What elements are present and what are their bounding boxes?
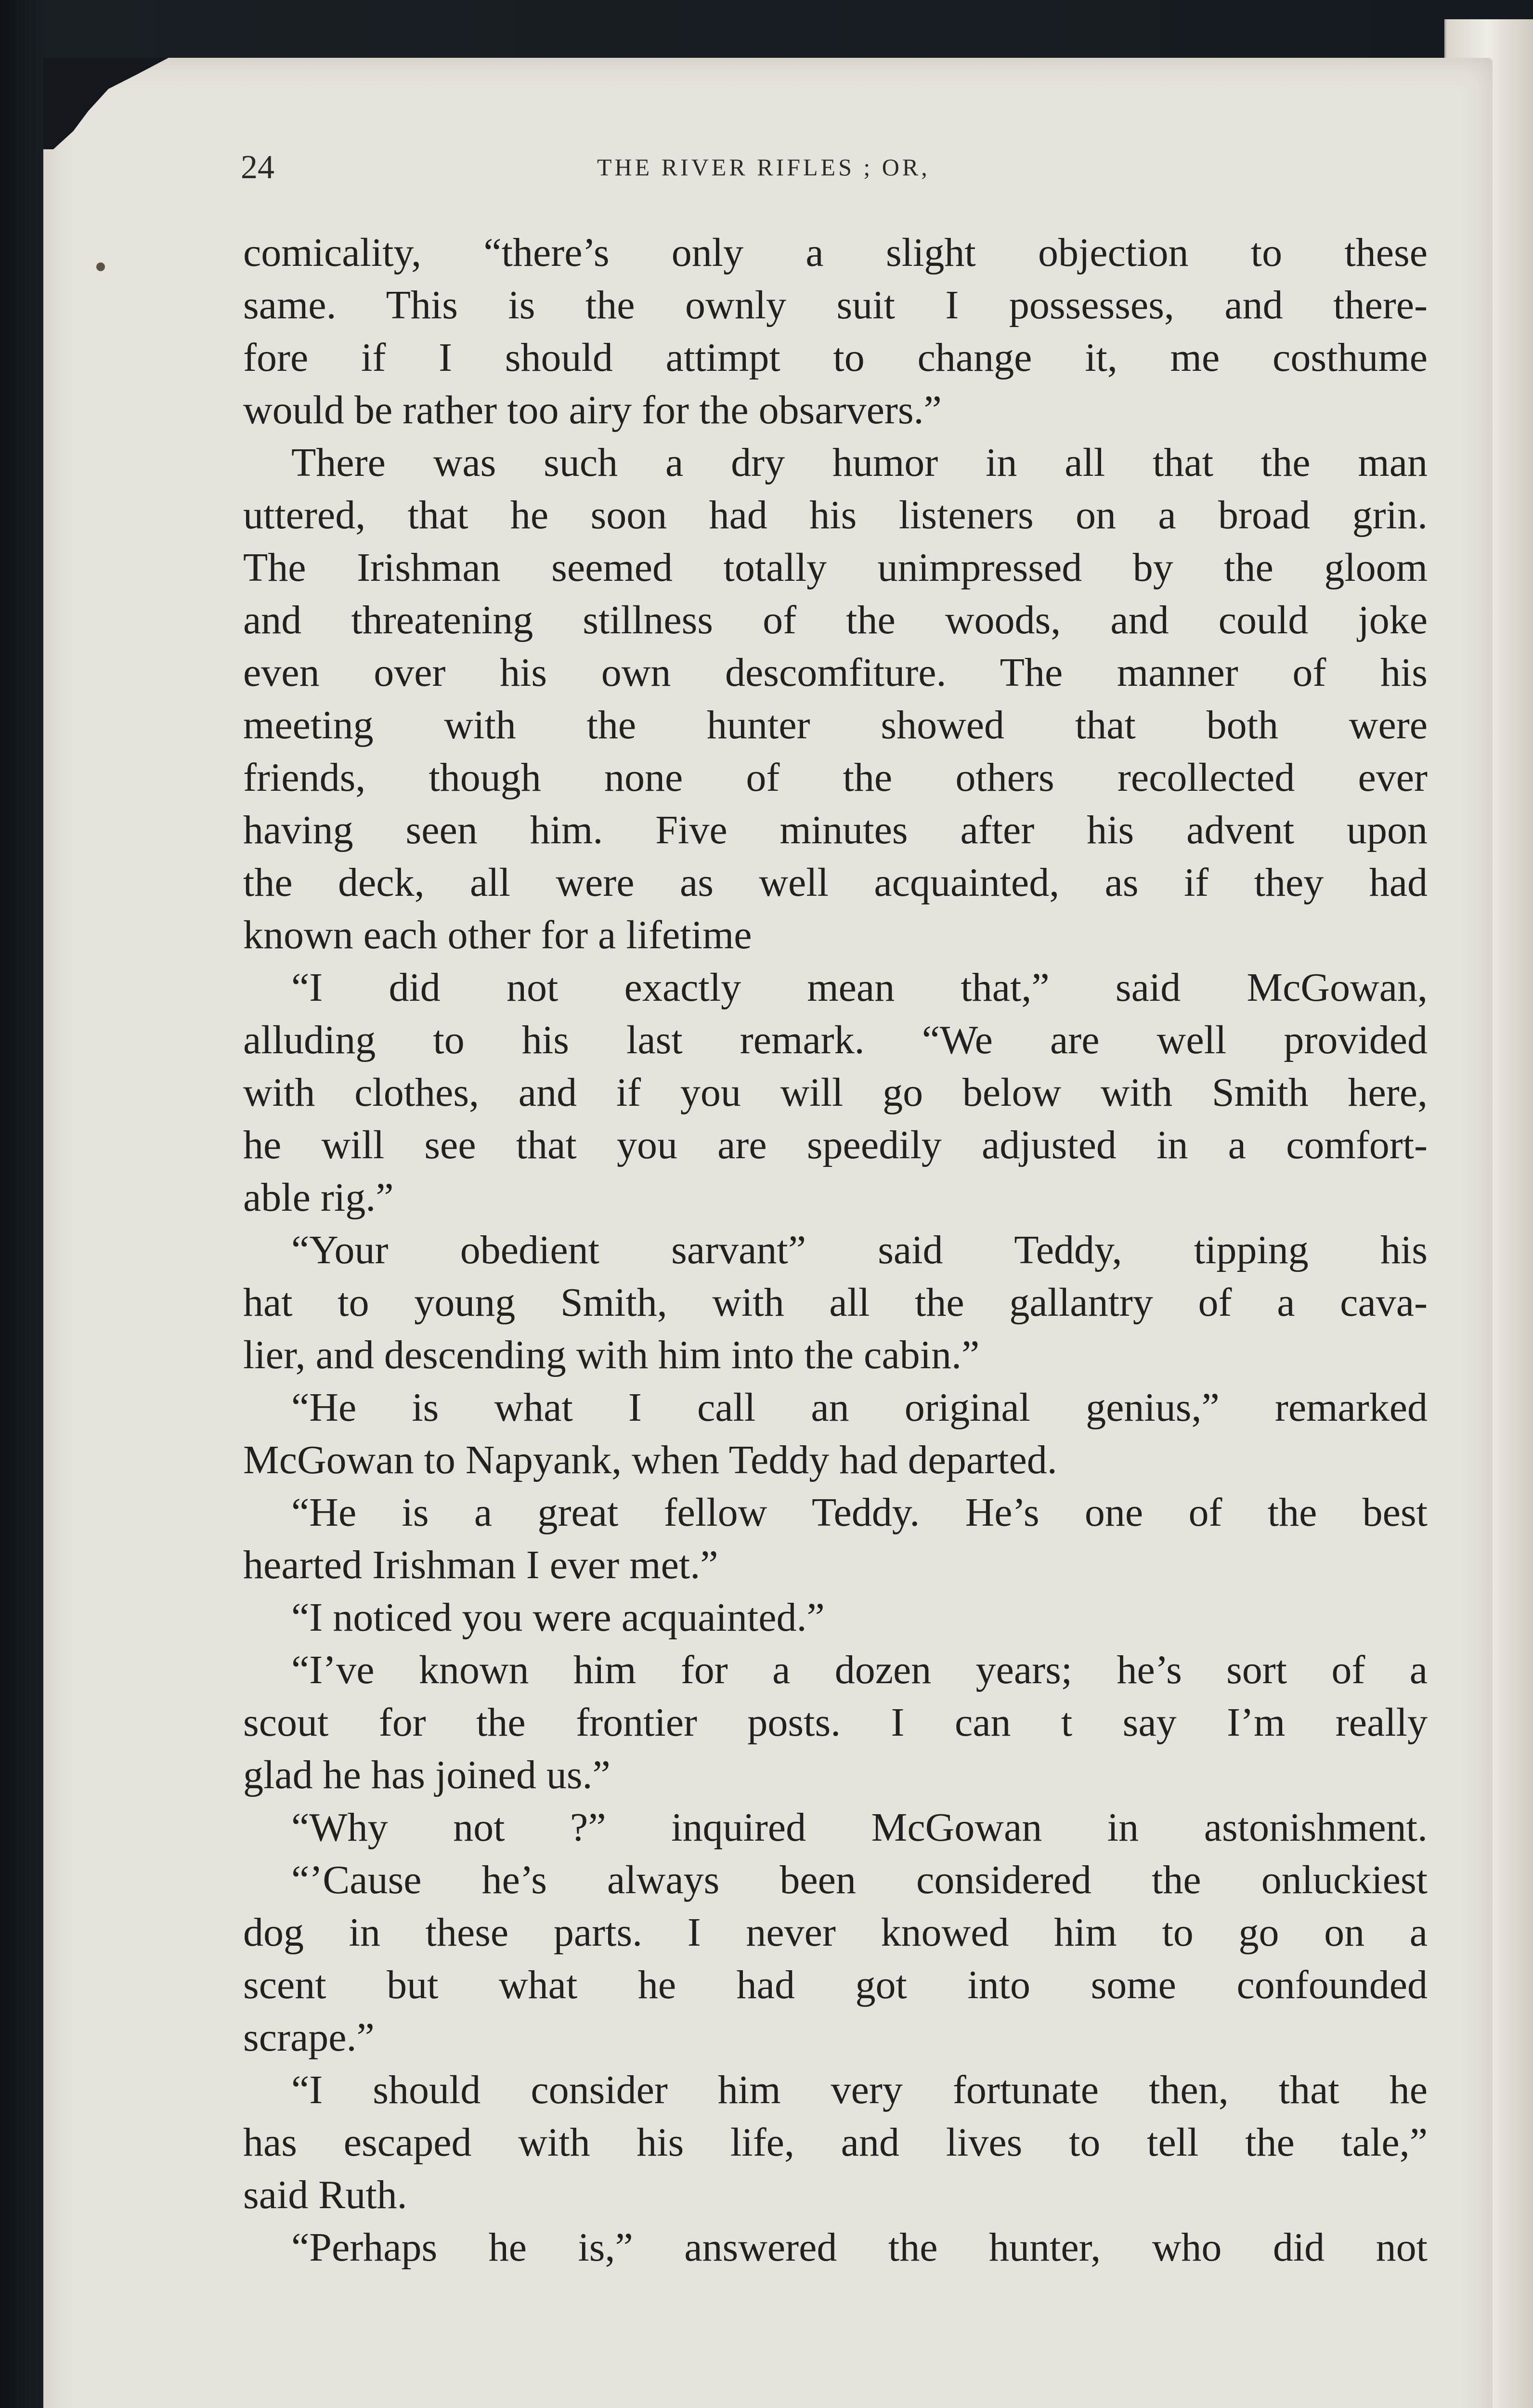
text-line: scrape.”	[243, 2015, 375, 2060]
text-line: the deck, all were as well acquainted, as if they had	[243, 860, 1428, 905]
text-line: “He is what I call an original genius,” remarked	[291, 1385, 1428, 1430]
text-line: dog in these parts. I never knowed him to go on a	[243, 1910, 1428, 1955]
body-text	[243, 226, 1428, 2274]
text-line: “Why not ?” inquired McGowan in astonishment.	[291, 1805, 1428, 1850]
text-line: same. This is the ownly suit I possesses, and there-	[243, 283, 1428, 327]
text-line: hat to young Smith, with all the gallantry of a cava-	[243, 1280, 1428, 1325]
text-line: lier, and descending with him into the cabin.”	[243, 1333, 980, 1377]
ink-speck	[96, 262, 105, 271]
text-line: meeting with the hunter showed that both were	[243, 703, 1428, 747]
text-line: McGowan to Napyank, when Teddy had departed.	[243, 1438, 1057, 1482]
text-line: would be rather too airy for the obsarvers.”	[243, 388, 942, 432]
text-line: able rig.”	[243, 1175, 394, 1220]
text-line: having seen him. Five minutes after his advent upon	[243, 808, 1428, 852]
text-line: alluding to his last remark. “We are well provided	[243, 1018, 1428, 1062]
page-number: 24	[241, 149, 274, 186]
text-line: The Irishman seemed totally unimpressed by the gloom	[243, 545, 1428, 590]
text-line: “I should consider him very fortunate then, that he	[291, 2068, 1428, 2112]
page-header	[241, 144, 1425, 197]
text-line: uttered, that he soon had his listeners on a broad grin.	[243, 493, 1428, 537]
running-head: THE RIVER RIFLES ; OR,	[597, 154, 930, 181]
text-line: “I’ve known him for a dozen years; he’s sort of a	[291, 1648, 1428, 1692]
text-line: known each other for a lifetime	[243, 913, 752, 957]
text-line: hearted Irishman I ever met.”	[243, 1543, 718, 1587]
text-line: glad he has joined us.”	[243, 1753, 611, 1797]
text-line: he will see that you are speedily adjusted in a comfort-	[243, 1123, 1428, 1167]
text-line: “Your obedient sarvant” said Teddy, tipping his	[291, 1228, 1428, 1272]
text-line: with clothes, and if you will go below with Smith here,	[243, 1070, 1428, 1115]
text-line: friends, though none of the others recollected ever	[243, 755, 1428, 800]
text-line: “Perhaps he is,” answered the hunter, who did not	[291, 2225, 1428, 2270]
text-line: “I did not exactly mean that,” said McGowan,	[291, 965, 1428, 1010]
text-line: and threatening stillness of the woods, and could joke	[243, 598, 1428, 642]
text-line: said Ruth.	[243, 2172, 407, 2217]
text-line: “’Cause he’s always been considered the onluckiest	[291, 1858, 1428, 1902]
text-line: has escaped with his life, and lives to tell the tale,”	[243, 2120, 1428, 2165]
text-line: scent but what he had got into some confounded	[243, 1963, 1428, 2007]
text-line: comicality, “there’s only a slight objection to these	[243, 230, 1428, 275]
text-line: There was such a dry humor in all that the man	[291, 440, 1428, 485]
text-line: fore if I should attimpt to change it, me costhume	[243, 335, 1428, 380]
text-line: “He is a great fellow Teddy. He’s one of the best	[291, 1490, 1428, 1535]
text-line: “I noticed you were acquainted.”	[291, 1595, 825, 1640]
text-line: scout for the frontier posts. I can t say I’m really	[243, 1700, 1428, 1745]
text-line: even over his own descomfiture. The manner of his	[243, 650, 1428, 695]
